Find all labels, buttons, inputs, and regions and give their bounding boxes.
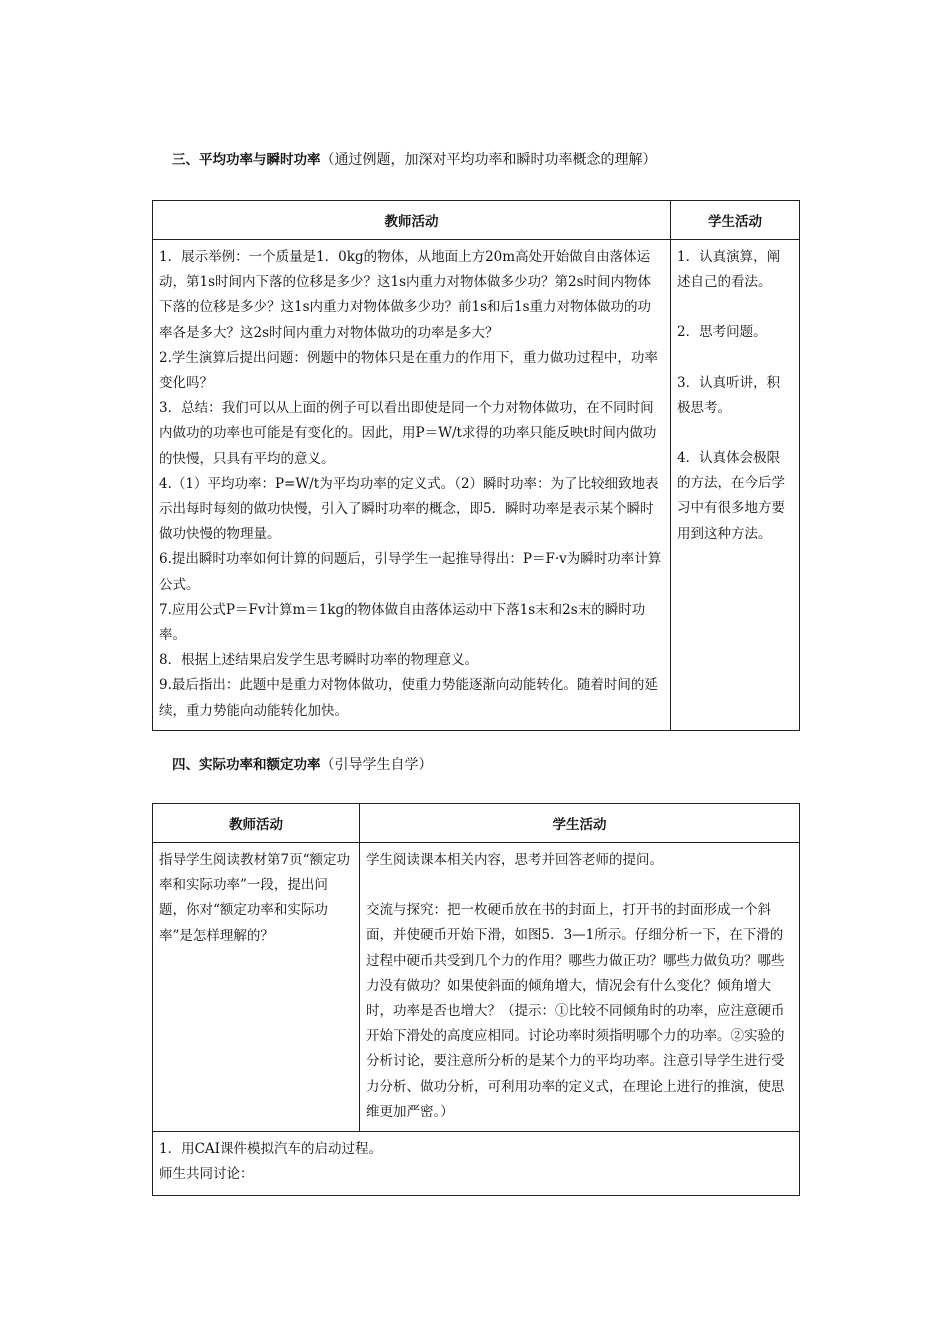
section4-student-cell: [360, 843, 800, 1132]
section3-student-cell: [671, 240, 800, 731]
student-item-1: 1．认真演算，阐述自己的看法。: [677, 249, 781, 291]
teacher-item-7: 7.应用公式P＝Fv计算m＝1kg的物体做自由落体运动中下落1s末和2s末的瞬时功率。: [159, 601, 646, 644]
teacher-item-1: 1．展示举例：一个质量是1．0kg的物体，从地面上方20m高处开始做自由落体运动，第1s时间内下落的位移是多少？这1s内重力对物体做多少功？第2s时间内物体下落的位移是多少？这1s内重力对物体做多少功？前1s和后1s重力对物体做功的功率各是多大？这2s时间内重力对物体做功的功率是多大？: [159, 249, 652, 341]
section4-student-header: 学生活动: [360, 804, 800, 843]
teacher-item-3: 3．总结：我们可以从上面的例子可以看出即使是同一个力对物体做功，在不同时间内做功的功率也可能是有变化的。因此，用P＝W/t求得的功率只能反映t时间内做功的快慢，只具有平均的意义。: [159, 400, 657, 467]
teacher-item-6: 6.提出瞬时功率如何计算的问题后，引导学生一起推导得出：P＝F·v为瞬时功率计算公式。: [159, 551, 662, 593]
section4-student-para2: 交流与探究：把一枚硬币放在书的封面上，打开书的封面形成一个斜面，并使硬币开始下滑，如图5．3—1所示。仔细分析一下，在下滑的过程中硬币共受到几个力的作用？哪些力做正功？哪些力做负功？哪些力没有做功？如果使斜面的倾角增大，情况会有什么变化？倾角增大时，功率是否也增大？（提示：①比较不同倾角时的功率，应注意硬币开始下滑处的高度应相同。讨论功率时须指明哪个力的功率。②实验的分析讨论，要注意所分析的是某个力的平均功率。注意引导学生进行受力分析、做功分析，可利用功率的定义式，在理论上进行的推演，使思维更加严密。）: [366, 902, 785, 1120]
section3-table: [152, 200, 800, 731]
section4-teacher-header: 教师活动: [153, 804, 360, 843]
section4-student-para1: 学生阅读课本相关内容，思考并回答老师的提问。: [366, 852, 663, 868]
section4-heading: [172, 755, 433, 775]
section4-teacher-cell: [153, 843, 360, 1132]
section4-bottom-line1: 1．用CAI课件模拟汽车的启动过程。: [159, 1141, 383, 1158]
section3-title: 三、平均功率与瞬时功率: [172, 152, 321, 168]
section4-bottom-cell: [153, 1132, 800, 1196]
student-item-4: 4．认真体会极限的方法，在今后学习中有很多地方要用到这种方法。: [677, 450, 785, 542]
section3-heading: [172, 150, 657, 170]
section3-note: （通过例题，加深对平均功率和瞬时功率概念的理解）: [320, 152, 657, 168]
section3-student-header: 学生活动: [671, 201, 800, 240]
section4-teacher-text: 指导学生阅读教材第7页“额定功率和实际功率”一段，提出问题，你对“额定功率和实际功率”是怎样理解的？: [159, 852, 350, 944]
teacher-item-4: 4.（1）平均功率：P=W/t为平均功率的定义式。（2）瞬时功率：为了比较细致地表示出每时每刻的做功快慢，引入了瞬时功率的概念，即5．瞬时功率是表示某个瞬时做功快慢的物理量。: [159, 475, 659, 543]
section4-title: 四、实际功率和额定功率: [172, 757, 321, 773]
section4-table: [152, 803, 800, 1196]
teacher-item-8: 8．根据上述结果启发学生思考瞬时功率的物理意义。: [159, 652, 479, 669]
student-item-2: 2．思考问题。: [677, 324, 767, 341]
section3-teacher-header: 教师活动: [153, 201, 671, 240]
section4-note: （引导学生自学）: [320, 757, 433, 773]
teacher-item-2: 2.学生演算后提出问题：例题中的物体只是在重力的作用下，重力做功过程中，功率变化吗？: [159, 349, 658, 392]
teacher-item-9: 9.最后指出：此题中是重力对物体做功，使重力势能逐渐向动能转化。随着时间的延续，重力势能向动能转化加快。: [159, 677, 658, 719]
student-item-3: 3．认真听讲，积极思考。: [677, 374, 781, 416]
section3-teacher-cell: [153, 240, 671, 731]
section4-bottom-line2: 师生共同讨论：: [159, 1166, 254, 1183]
